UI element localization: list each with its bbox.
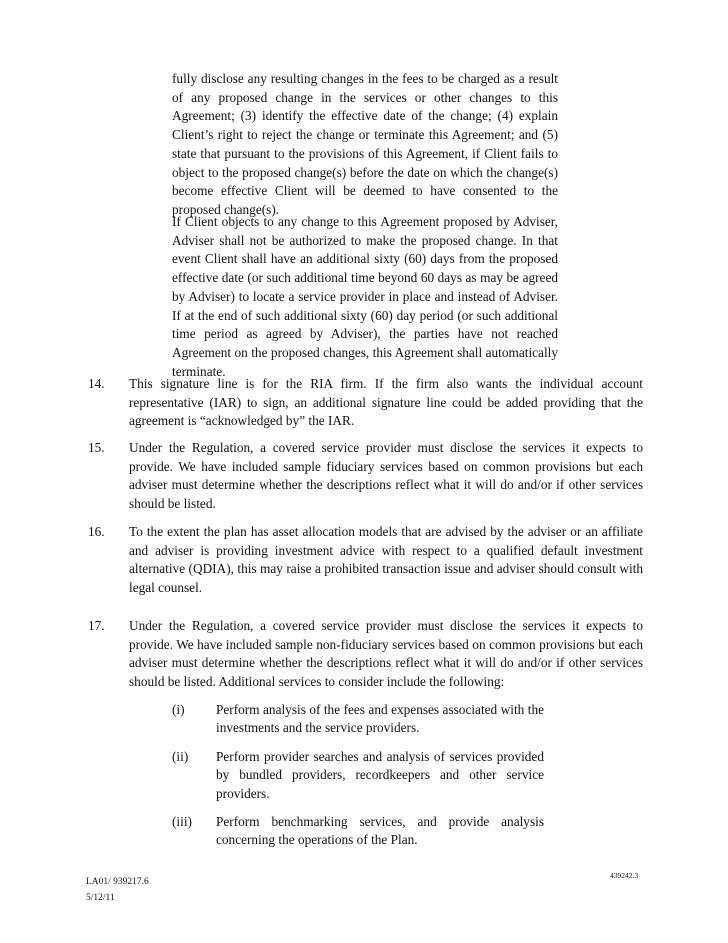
- note-text: This signature line is for the RIA firm. If the firm also wants the individual account representative (IAR) to sign, an additional signature line could be added providing that the agreement is “acknowledged by” the IAR.: [129, 376, 643, 429]
- sub-item-text: Perform provider searches and analysis of services provided by bundled providers, recordkeepers and other service providers.: [216, 749, 544, 801]
- sub-item-text: Perform benchmarking services, and provide analysis concerning the operations of the Plan.: [216, 814, 544, 848]
- document-id: LA01/ 939217.6: [86, 877, 149, 887]
- note-number: 14.: [88, 376, 105, 391]
- continuation-paragraph-a: [172, 70, 558, 220]
- sub-item-label: (ii): [172, 749, 189, 764]
- continuation-text-a: fully disclose any resulting changes in the fees to be charged as a result of any proposed change in the services or other changes to this Agreement; (3) identify the effective date of the change; (4) explain Client’s right to reject the change or terminate this Agreement; and (5) state that pursuant to the provisions of this Agreement, if Client fails to object to the proposed change(s) before the date on which the change(s) become effective Client will be deemed to have consented to the proposed change(s).: [172, 71, 558, 217]
- note-text: To the extent the plan has asset allocation models that are advised by the adviser or an affiliate and adviser is providing investment advice with respect to a qualified default investment alternative (QDIA), this may raise a prohibited transaction issue and adviser should consult with legal counsel.: [129, 524, 643, 595]
- note-text: Under the Regulation, a covered service provider must disclose the services it expects to provide. We have included sample non-fiduciary services based on common provisions but each adviser must determine whether the descriptions reflect what it will do and/or if other services should be listed. Additional services to consider include the following:: [129, 618, 643, 689]
- document-code: 439242.3: [610, 871, 639, 880]
- sub-item-label: (i): [172, 702, 185, 717]
- sub-item-text: Perform analysis of the fees and expenses associated with the investments and the service providers.: [216, 702, 544, 736]
- note-number: 15.: [88, 440, 105, 455]
- continuation-paragraph-b: [172, 213, 558, 381]
- note-text: Under the Regulation, a covered service provider must disclose the services it expects to provide. We have included sample fiduciary services based on common provisions but each adviser must determine whether the descriptions reflect what it will do and/or if other services should be listed.: [129, 440, 643, 511]
- continuation-text-b: If Client objects to any change to this Agreement proposed by Adviser, Adviser shall not be authorized to make the proposed change. In that event Client shall have an additional sixty (60) days from the proposed effective date (or such additional time beyond 60 days as may be agreed by Adviser) to locate a service provider in place and instead of Adviser. If at the end of such additional sixty (60) day period (or such additional time period as agreed by Adviser), the parties have not reached Agreement on the proposed changes, this Agreement shall automatically terminate.: [172, 214, 558, 379]
- note-number: 17.: [88, 618, 105, 633]
- document-date: 5/12/11: [86, 893, 115, 903]
- sub-item-label: (iii): [172, 814, 192, 829]
- note-number: 16.: [88, 524, 105, 539]
